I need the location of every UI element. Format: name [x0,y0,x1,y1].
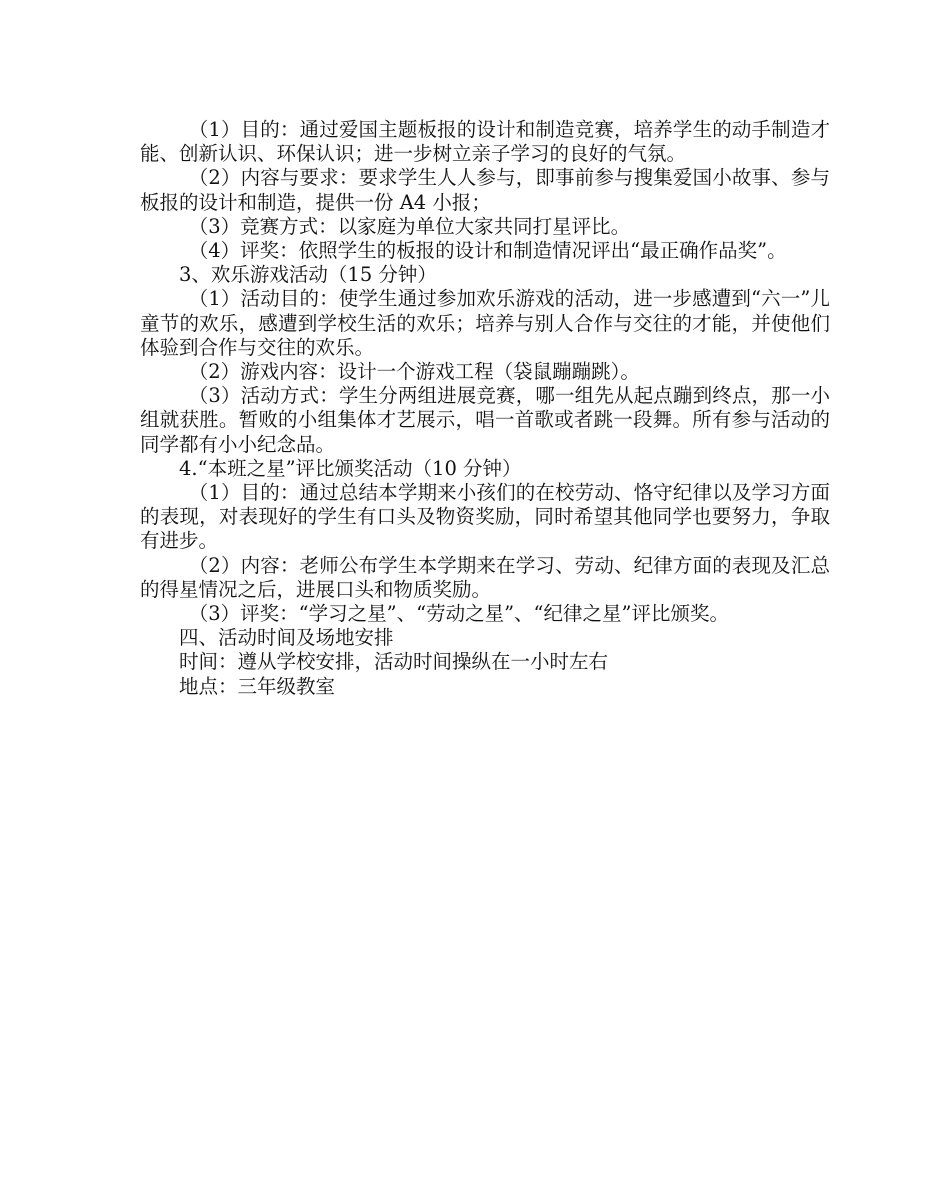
paragraph-method-1: （3）竞赛方式：以家庭为单位大家共同打星评比。 [188,214,631,238]
paragraph-requirements-1: （2）内容与要求：要求学生人人参与，即事前参与搜集爱国小故事、参与板报的设计和制造，提供一份 A4 小报； [140,166,830,214]
paragraph-content-2: （2）游戏内容：设计一个游戏工程（袋鼠蹦蹦跳）。 [188,360,640,384]
section-heading-schedule: 四、活动时间及场地安排 [179,626,394,650]
paragraph-award-3: （3）评奖：“学习之星”、“劳动之星”、“纪律之星”评比颁奖。 [188,602,729,626]
paragraph-award-1: （4）评奖：依照学生的板报的设计和制造情况评出“最正确作品奖”。 [188,239,787,263]
paragraph-content-3: （2）内容：老师公布学生本学期来在学习、劳动、纪律方面的表现及汇总的得星情况之后，进展口头和物质奖励。 [140,553,830,601]
paragraph-location: 地点：三年级教室 [179,674,336,698]
paragraph-method-2: （3）活动方式：学生分两组进展竞赛，哪一组先从起点蹦到终点，那一小组就获胜。暂败的小组集体才艺展示，唱一首歌或者跳一段舞。所有参与活动的同学都有小小纪念品。 [140,384,830,456]
paragraph-goal-1: （1）目的：通过爱国主题板报的设计和制造竞赛，培养学生的动手制造才能、创新认识、环保认识；进一步树立亲子学习的良好的气氛。 [140,118,830,166]
paragraph-goal-2: （1）活动目的：使学生通过参加欢乐游戏的活动，进一步感遭到“六一”儿童节的欢乐，感遭到学校生活的欢乐；培养与别人合作与交往的才能，并使他们体验到合作与交往的欢乐。 [140,287,830,359]
paragraph-time: 时间：遵从学校安排，活动时间操纵在一小时左右 [179,650,609,674]
paragraph-goal-3: （1）目的：通过总结本学期来小孩们的在校劳动、恪守纪律以及学习方面的表现，对表现好的学生有口头及物资奖励，同时希望其他同学也要努力，争取有进步。 [140,481,830,553]
document-body [140,118,830,699]
section-heading-game: 3、欢乐游戏活动（15 分钟） [179,263,437,287]
section-heading-star: 4.“本班之星”评比颁奖活动（10 分钟） [179,456,522,480]
